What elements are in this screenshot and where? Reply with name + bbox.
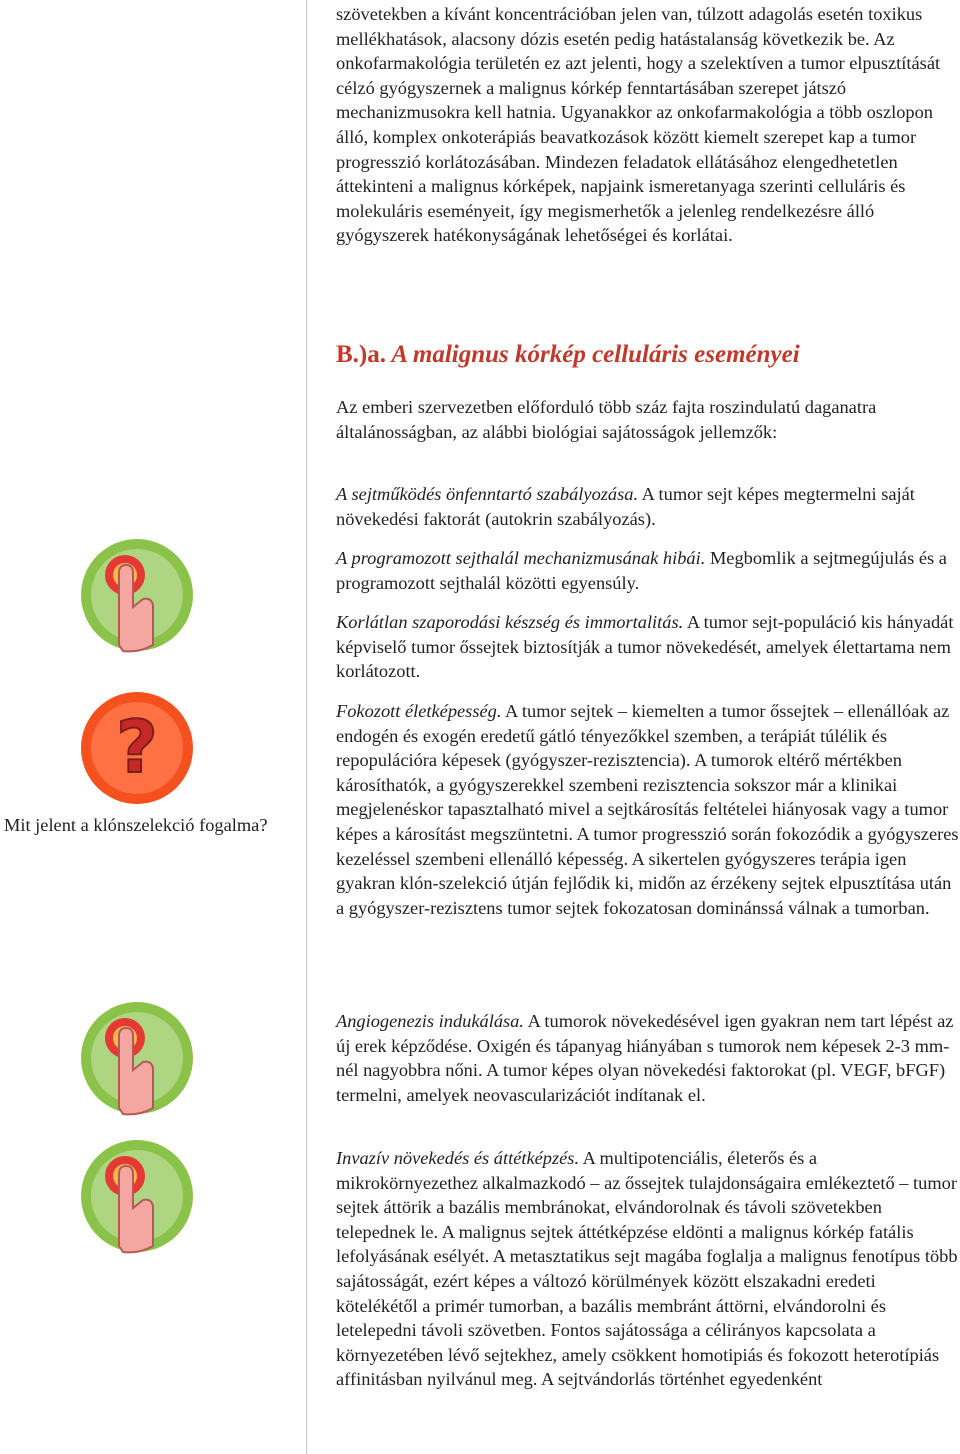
feature-term: Invazív növekedés és áttétképzés. [336, 1148, 580, 1168]
section-title: A malignus kórkép celluláris eseményei [391, 341, 800, 368]
question-icon [79, 690, 195, 806]
feature-text: A tumor sejt-populáció kis hányadát képviselő tumor őssejtek biztosítják a tumor növekedését, amelyek élettartama nem korlátozott. [336, 612, 954, 682]
intro-paragraph: szövetekben a kívánt koncentrációban jelen van, túlzott adagolás esetén toxikus mellékhatások, alacsony dózis esetén pedig hatástalanság következik be. Az onkofarmakológia területén ez azt jelenti, hogy a szelektíven a tumor elpusztítását célzó gyógyszernek a malignus kórkép fenntartásában szerepet játszó mechanizmusokra kell hatnia. Ugyanakkor az onkofarmakológia a több oszlopon álló, komplex onkoterápiás beavatkozások között kiemelt szerepet kap a tumor progresszió korlátozásában. Mindezen feladatok ellátásához elengedhetetlen áttekinteni a malignus kórképek, napjaink ismeretanyaga szerinti celluláris és molekuláris eseményeit, így megismerhetők a jelenleg rendelkezésre álló gyógyszerek hatékonyságának lehetőségei és korlátai. [336, 4, 941, 246]
touch-icon [79, 1138, 195, 1254]
feature-text: A tumor sejtek – kiemelten a tumor őssejtek – ellenállóak az endogén és exogén eredetű gátló tényezőkkel szemben, a terápiát túlélik és repopulációra képesek (gyógyszer-rezisztencia). A tumorok eltérő mértékben károsíthatók, a gyógyszerekkel szembeni rezisztencia sokszor már a klinikai megjelenéskor tapasztalható mivel a sejtkárosítás feltételei hiányosak vagy a tumor képes a károsítást megszüntetni. A tumor progresszió során fokozódik a gyógyszeres kezeléssel szembeni ellenálló képesség. A sikertelen gyógyszeres terápia igen gyakran klón-szelekció útján fejlődik ki, midőn az érzékeny sejtek elpusztítása után a gyógyszer-rezisztens tumor sejtek fokozatosan dominánssá válnak a tumorban. [336, 701, 959, 918]
feature-text: A tumor sejt képes megtermelni saját növekedési faktorát (autokrin szabályozás). [336, 484, 915, 529]
sidebar-question: Mit jelent a klónszelekció fogalma? [4, 815, 268, 835]
feature-term: Fokozott életképesség. [336, 701, 502, 721]
feature-text: Megbomlik a sejtmegújulás és a programozott sejthalál közötti egyensúly. [336, 548, 947, 593]
feature-term: A sejtműködés önfenntartó szabályozása. [336, 484, 639, 504]
section-intro: Az emberi szervezetben előforduló több száz fajta roszindulatú daganatra általánosságban, az alábbi biológiai sajátosságok jellemzők: [336, 397, 877, 442]
touch-icon [79, 1000, 195, 1116]
feature-text: A multipotenciális, életerős és a mikrokörnyezethez alkalmazkodó – az őssejtek tulajdonságaira emlékeztető – tumor sejtek áttörik a bazális membránokat, elvándorolnak és távoli szövetekben telepednek le. A malignus sejtek áttétképzése eldönti a malignus kórkép fatális lefolyásának esélyét. A metasztatikus sejt magába foglalja a malignus fenotípus több sajátosságát, ezért képes a változó körülmények között elszakadni eredeti kötelékétől a primér tumorban, a bazális membránt áttörni, elvándorolni és letelepedni távoli szövetben. Fontos sajátossága a célirányos kapcsolata a környezetében lévő sejtekhez, amely csökkent homotipiás és fokozott heterotípiás affinitásban nyilvánul meg. A sejtvándorlás történhet egyedenként [336, 1148, 958, 1390]
section-number: B.)a. [336, 341, 386, 368]
column-divider [306, 0, 307, 1454]
section-heading [336, 340, 800, 370]
feature-item [336, 546, 960, 595]
feature-item [336, 482, 960, 531]
feature-text: A tumorok növekedésével igen gyakran nem tart lépést az új erek képződése. Oxigén és tápanyag hiányában s tumorok nem képesek 2-3 mm-nél nagyobbra nőni. A tumor képes olyan növekedési faktorokat (pl. VEGF, bFGF) termelni, amelyek neovascularizációt indítanak el. [336, 1011, 954, 1105]
feature-term: Korlátlan szaporodási készség és immortalitás. [336, 612, 684, 632]
feature-term: A programozott sejthalál mechanizmusának hibái. [336, 548, 706, 568]
feature-item [336, 610, 960, 684]
touch-icon [79, 537, 195, 653]
svg-text:?: ? [116, 705, 158, 789]
feature-item [336, 1146, 960, 1392]
feature-item [336, 699, 960, 920]
feature-term: Angiogenezis indukálása. [336, 1011, 524, 1031]
feature-item [336, 1009, 960, 1107]
